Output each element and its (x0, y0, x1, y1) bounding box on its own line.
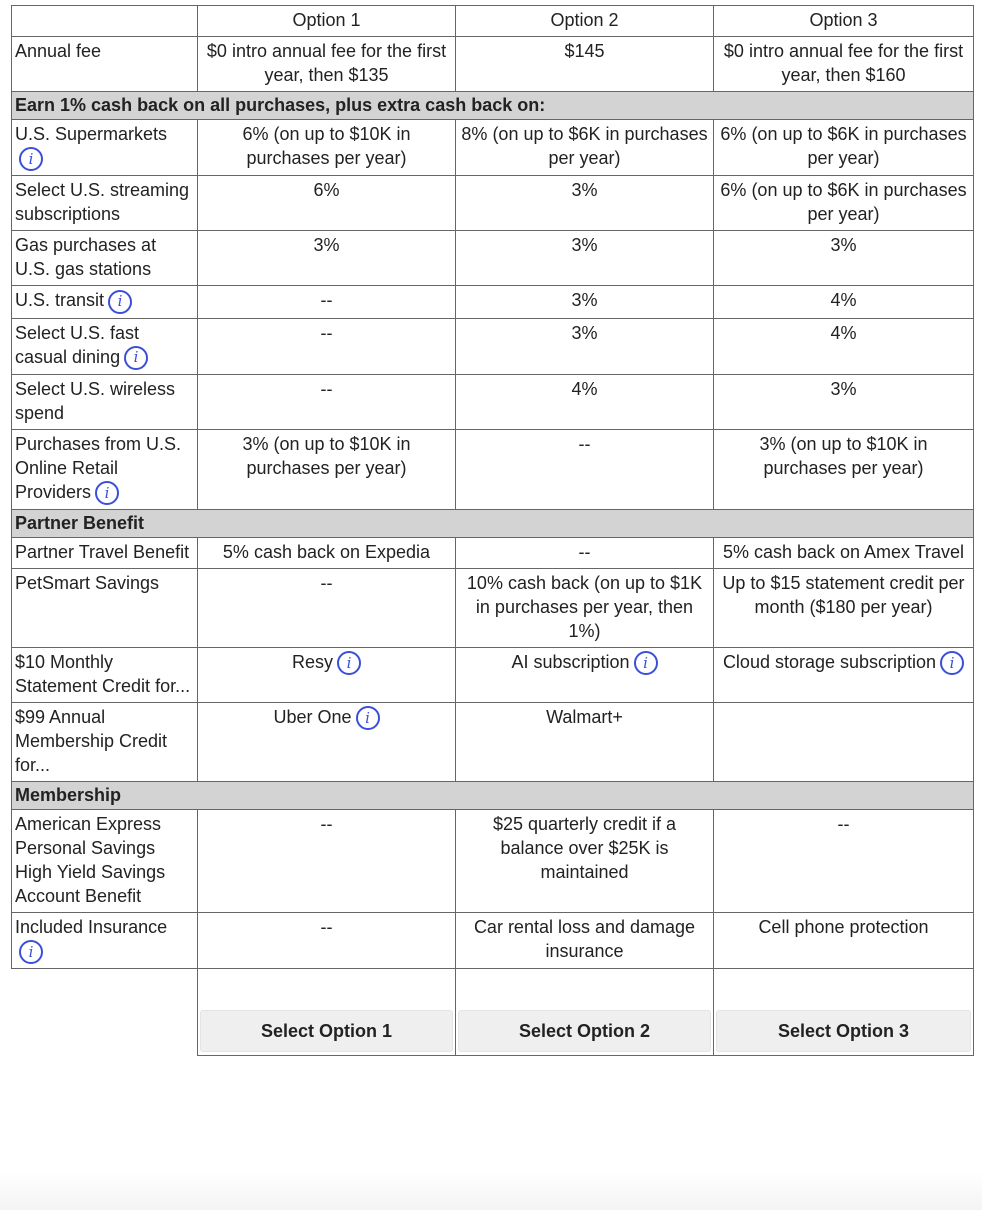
section-header-cashback (12, 92, 974, 120)
cell-value: -- (320, 290, 333, 311)
cell-value: Car rental loss and damage insurance (473, 917, 696, 961)
info-icon[interactable]: i (108, 290, 132, 314)
row-label-text: U.S. transit (15, 290, 105, 311)
table-row-select-u-s-streaming-subscriptions (12, 176, 974, 231)
cell-value: Cloud storage subscription (722, 652, 937, 672)
cell-option-1 (198, 569, 456, 648)
row-label-text: Purchases from U.S. Online Retail Providers (15, 433, 182, 502)
row-label-text: U.S. Supermarkets (15, 124, 168, 144)
section-title-partner: Partner Benefit (12, 510, 974, 538)
row-label (12, 231, 198, 286)
info-icon[interactable]: i (19, 940, 43, 964)
buttons-blank-cell (12, 969, 198, 1056)
info-icon[interactable]: i (940, 651, 964, 675)
cell-option-1 (198, 648, 456, 703)
row-label-text: $99 Annual Membership Credit for... (15, 707, 168, 775)
header-option-1: Option 1 (198, 6, 456, 37)
cell-option-2 (456, 648, 714, 703)
row-label (12, 318, 198, 374)
cell-value: $25 quarterly credit if a balance over $25K is maintained (492, 814, 677, 882)
partner-rows (12, 538, 974, 782)
cell-option-3 (714, 374, 974, 429)
row-label-text: Gas purchases at U.S. gas stations (15, 235, 157, 280)
row-label (12, 429, 198, 509)
table-row-american-express-personal-savings-high-y (12, 810, 974, 913)
cell-option-3 (714, 648, 974, 703)
cell-option-3 (714, 429, 974, 509)
row-label (12, 120, 198, 176)
row-label (12, 569, 198, 648)
cell-value: 5% cash back on Expedia (222, 542, 431, 562)
cell-value: -- (320, 378, 333, 399)
table-row-99-annual-membership-credit-for (12, 703, 974, 782)
section-title-membership: Membership (12, 782, 974, 810)
table-row-included-insurance (12, 913, 974, 969)
membership-rows (12, 810, 974, 969)
table-row-petsmart-savings (12, 569, 974, 648)
table-row-select-u-s-wireless-spend (12, 374, 974, 429)
cell-option-3 (714, 538, 974, 569)
table-row-u-s-transit (12, 286, 974, 318)
cell-option-2 (456, 374, 714, 429)
select-option-3-button[interactable]: Select Option 3 (716, 1010, 971, 1052)
cell-value: 3% (571, 235, 598, 256)
cell-option-3 (714, 913, 974, 969)
cell-option-2 (456, 913, 714, 969)
row-label-text: American Express Personal Savings High Yield Savings Account Benefit (15, 814, 166, 906)
cell-value: 4% (571, 378, 598, 399)
header-row (12, 6, 974, 37)
cell-option-3 (714, 176, 974, 231)
cell-option-3 (714, 286, 974, 318)
cell-value: -- (578, 542, 591, 562)
cell-value: -- (320, 917, 333, 937)
cell-option-3 (714, 810, 974, 913)
cell-option-3 (714, 703, 974, 782)
cell-value: 3% (571, 322, 598, 343)
cell-option-1 (198, 538, 456, 569)
section-header-membership (12, 782, 974, 810)
table-row-partner-travel-benefit (12, 538, 974, 569)
info-icon[interactable]: i (95, 481, 119, 505)
table-row-purchases-from-u-s-online-retail-provide (12, 429, 974, 509)
cell-option-2 (456, 120, 714, 176)
cell-option-3 (714, 120, 974, 176)
cell-option-2 (456, 231, 714, 286)
cashback-rows (12, 120, 974, 510)
cell-value: 6% (on up to $10K in purchases per year) (242, 124, 411, 168)
cell-value: 3% (on up to $10K in purchases per year) (242, 433, 411, 478)
row-label (12, 176, 198, 231)
annual-fee-option-3: $0 intro annual fee for the first year, then $160 (714, 37, 974, 92)
table-row-select-u-s-fast-casual-dining (12, 318, 974, 374)
cell-value: 6% (on up to $6K in purchases per year) (720, 124, 967, 168)
cell-value: 5% cash back on Amex Travel (722, 542, 965, 562)
annual-fee-label: Annual fee (12, 37, 198, 92)
info-icon[interactable]: i (124, 346, 148, 370)
cell-option-1 (198, 231, 456, 286)
select-option-1-button[interactable]: Select Option 1 (200, 1010, 453, 1052)
cell-option-2 (456, 318, 714, 374)
row-label (12, 374, 198, 429)
row-label (12, 286, 198, 318)
cell-value: -- (320, 322, 333, 343)
bottom-fade (0, 1172, 982, 1210)
header-blank-cell (12, 6, 198, 37)
cell-option-1 (198, 913, 456, 969)
cell-value: -- (837, 814, 850, 834)
cell-option-1 (198, 176, 456, 231)
row-label-text: Select U.S. fast casual dining (15, 322, 140, 367)
cell-value: Walmart+ (546, 707, 623, 727)
info-icon[interactable]: i (634, 651, 658, 675)
row-label (12, 810, 198, 913)
table-row-gas-purchases-at-u-s-gas-stations (12, 231, 974, 286)
comparison-table (11, 5, 974, 1056)
cell-value: Up to $15 statement credit per month ($180 per year) (722, 573, 965, 617)
select-option-1-cell (198, 969, 456, 1056)
cell-option-3 (714, 569, 974, 648)
cell-option-2 (456, 286, 714, 318)
cell-value: 4% (830, 290, 857, 311)
cell-value: Cell phone protection (758, 917, 929, 937)
row-label-text: Partner Travel Benefit (15, 542, 190, 562)
section-header-partner (12, 510, 974, 538)
cell-value: 3% (571, 290, 598, 311)
cell-value: 3% (313, 235, 340, 256)
cell-option-1 (198, 810, 456, 913)
cell-option-2 (456, 429, 714, 509)
row-label-text: PetSmart Savings (15, 573, 160, 593)
cell-value: 3% (571, 180, 598, 201)
row-label (12, 538, 198, 569)
annual-fee-option-1: $0 intro annual fee for the first year, then $135 (198, 37, 456, 92)
select-option-2-button[interactable]: Select Option 2 (458, 1010, 711, 1052)
cell-option-3 (714, 318, 974, 374)
cell-value: -- (320, 814, 333, 834)
cell-option-2 (456, 569, 714, 648)
info-icon[interactable]: i (337, 651, 361, 675)
header-option-2: Option 2 (456, 6, 714, 37)
cell-value: 10% cash back (on up to $1K in purchases per year, then 1%) (466, 573, 703, 641)
select-option-2-cell (456, 969, 714, 1056)
section-title-cashback: Earn 1% cash back on all purchases, plus extra cash back on: (12, 92, 974, 120)
row-label-text: $10 Monthly Statement Credit for... (15, 652, 191, 696)
cell-option-2 (456, 538, 714, 569)
cell-option-2 (456, 810, 714, 913)
info-icon[interactable]: i (19, 147, 43, 171)
header-option-3: Option 3 (714, 6, 974, 37)
table-row-u-s-supermarkets (12, 120, 974, 176)
table-row-10-monthly-statement-credit-for (12, 648, 974, 703)
cell-option-1 (198, 120, 456, 176)
row-label-text: Select U.S. streaming subscriptions (15, 180, 190, 225)
info-icon[interactable]: i (356, 706, 380, 730)
cell-option-1 (198, 429, 456, 509)
cell-value: 6% (313, 180, 340, 201)
cell-option-3 (714, 231, 974, 286)
cell-option-2 (456, 176, 714, 231)
cell-value: AI subscription (511, 652, 630, 672)
cell-value: 8% (on up to $6K in purchases per year) (461, 124, 708, 168)
cell-value: -- (320, 573, 333, 593)
row-label (12, 648, 198, 703)
cell-option-1 (198, 374, 456, 429)
row-label-text: Included Insurance (15, 917, 168, 937)
row-label (12, 913, 198, 969)
cell-option-1 (198, 703, 456, 782)
cell-value: 4% (830, 322, 857, 343)
select-option-3-cell (714, 969, 974, 1056)
cell-value: 3% (830, 378, 857, 399)
cell-value: 6% (on up to $6K in purchases per year) (720, 180, 967, 225)
cell-option-2 (456, 703, 714, 782)
annual-fee-option-2: $145 (456, 37, 714, 92)
cell-value: Uber One (273, 707, 352, 727)
cell-value: Resy (291, 652, 333, 672)
cell-option-1 (198, 286, 456, 318)
cell-option-1 (198, 318, 456, 374)
cell-value: 3% (on up to $10K in purchases per year) (759, 433, 928, 478)
cell-value: -- (578, 433, 591, 454)
row-label (12, 703, 198, 782)
cell-value: 3% (830, 235, 857, 256)
select-buttons-row (12, 969, 974, 1056)
annual-fee-row (12, 37, 974, 92)
row-label-text: Select U.S. wireless spend (15, 378, 176, 423)
